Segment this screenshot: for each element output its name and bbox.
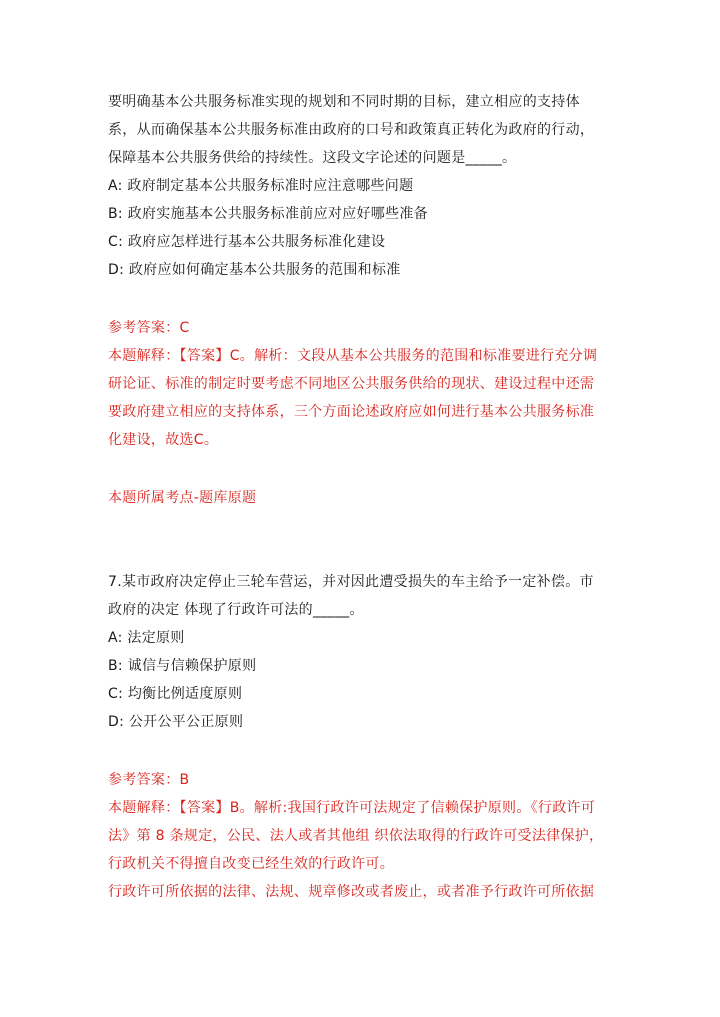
question-stem-line: 政府的决定 体现了行政许可法的_____。 xyxy=(108,602,364,618)
question-stem-line: 要明确基本公共服务标准实现的规划和不同时期的目标，建立相应的支持体 xyxy=(108,94,580,110)
option-d: D: 政府应如何确定基本公共服务的范围和标准 xyxy=(108,262,401,278)
question-stem-line: 7.某市政府决定停止三轮车营运，并对因此遭受损失的车主给予一定补偿。市 xyxy=(108,574,594,590)
reference-answer: 参考答案：C xyxy=(108,320,190,336)
option-a: A: 法定原则 xyxy=(108,630,185,646)
option-a: A: 政府制定基本公共服务标准时应注意哪些问题 xyxy=(108,178,414,194)
option-d: D: 公开公平公正原则 xyxy=(108,714,244,730)
option-c: C: 政府应怎样进行基本公共服务标准化建设 xyxy=(108,234,386,250)
reference-answer: 参考答案：B xyxy=(108,772,190,788)
explanation-line: 法》第 8 条规定，公民、法人或者其他组 织依法取得的行政许可受法律保护， xyxy=(108,828,604,844)
explanation-line: 研论证、标准的制定时要考虑不同地区公共服务供给的现状、建设过程中还需 xyxy=(108,376,595,392)
question-source: 本题所属考点-题库原题 xyxy=(108,490,257,506)
explanation-continuation: 行政许可所依据的法律、法规、规章修改或者废止，或者准予行政许可所依据 xyxy=(108,884,595,900)
explanation-line: 行政机关不得擅自改变已经生效的行政许可。 xyxy=(108,856,394,872)
option-b: B: 诚信与信赖保护原则 xyxy=(108,658,257,674)
option-b: B: 政府实施基本公共服务标准前应对应好哪些准备 xyxy=(108,206,428,222)
explanation-line: 本题解释：【答案】B。解析:我国行政许可法规定了信赖保护原则。《行政许可 xyxy=(108,800,596,816)
option-c: C: 均衡比例适度原则 xyxy=(108,686,243,702)
explanation-line: 本题解释：【答案】C。解析：文段从基本公共服务的范围和标准要进行充分调 xyxy=(108,348,598,364)
explanation-line: 化建设，故选C。 xyxy=(108,432,219,448)
question-stem-line: 系，从而确保基本公共服务标准由政府的口号和政策真正转化为政府的行动， xyxy=(108,122,595,138)
question-stem-line: 保障基本公共服务供给的持续性。这段文字论述的问题是_____。 xyxy=(108,150,517,166)
explanation-line: 要政府建立相应的支持体系，三个方面论述政府应如何进行基本公共服务标准 xyxy=(108,404,595,420)
